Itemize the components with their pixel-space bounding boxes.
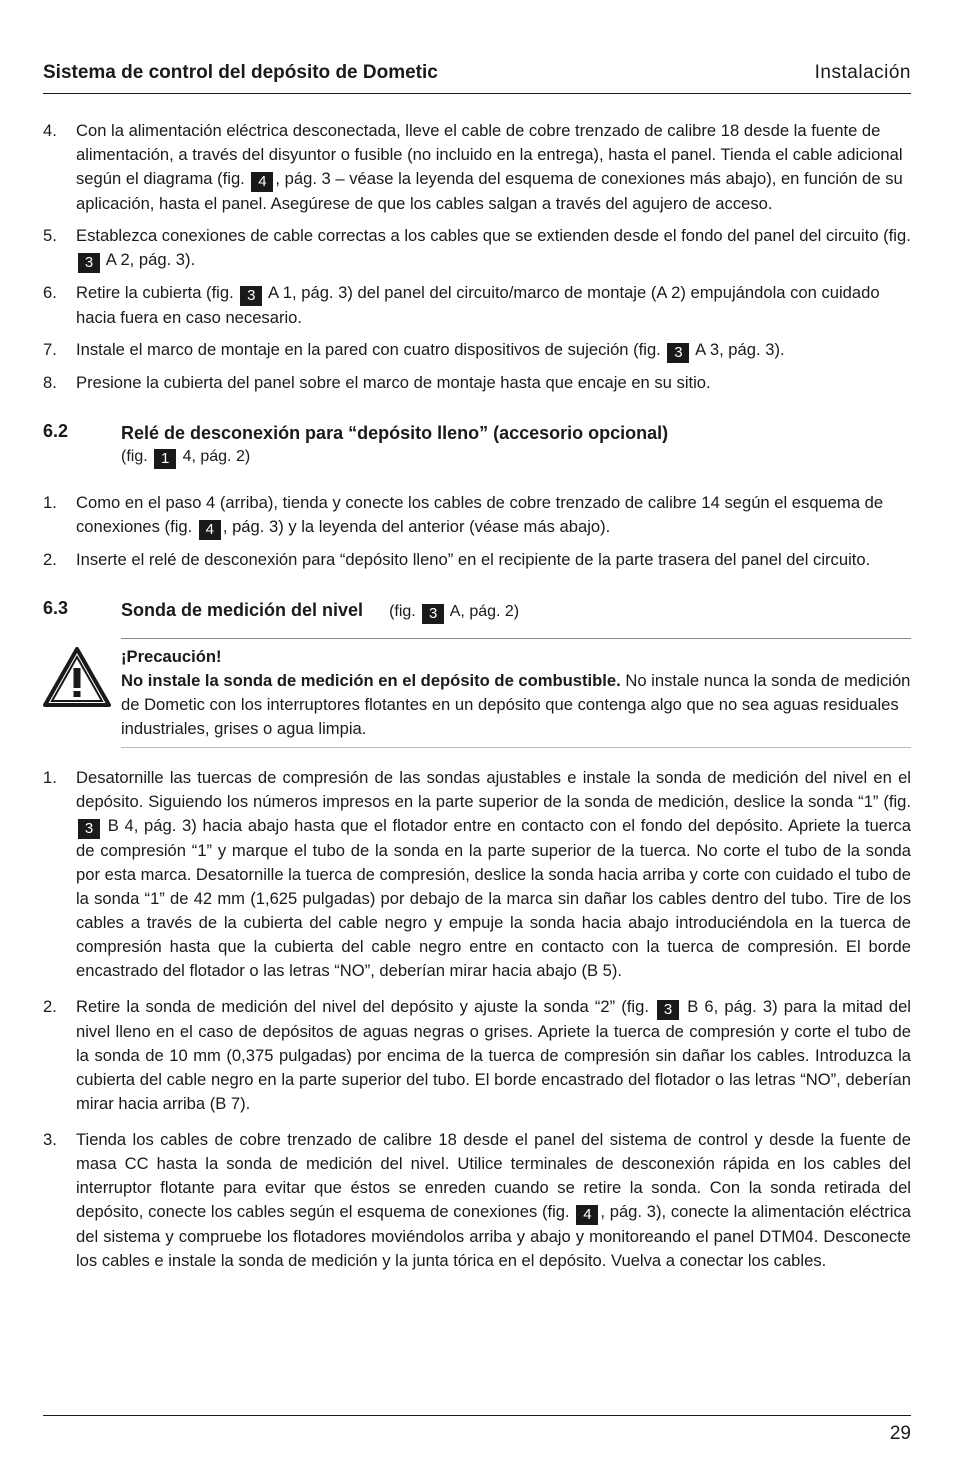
list-item: 6. Retire la cubierta (fig. 3 A 1, pág. 3) del panel del circuito/marco de montaje (A 2) empujándola con cuidado hacia fuera en caso necesario. (43, 283, 880, 327)
installation-steps-list (43, 119, 911, 395)
caution-notice (43, 638, 911, 748)
figure-ref-badge: 3 (657, 1000, 679, 1020)
section-heading-6-3 (43, 598, 911, 624)
figure-ref-badge: 4 (576, 1205, 598, 1225)
list-item: 7. Instale el marco de montaje en la pared con cuatro dispositivos de sujeción (fig. 3 A 3, pág. 3). (43, 340, 785, 361)
probe-steps-list (43, 766, 911, 1273)
list-item: 1. Desatornille las tuercas de compresión de las sondas ajustables e instale la sonda de medición del nivel en el depósito. Siguiendo los números impresos en la parte superior de la sonda de medición, deslice la sonda “1” (fig. 3 B 4, pág. 3) hacia abajo hasta que el flotador entre en contacto con el fondo del depósito. Apriete la tuerca de compresión “1” y marque el tubo de la sonda en la parte superior de la tuerca. No corte el tubo de la sonda por esta marca. Desatornille la tuerca de compresión, deslice la sonda hacia arriba y corte con cuidado el tubo de la sonda “1” de 42 mm (1,625 pulgadas) por debajo de la marca sin dañar los cables dentro del tubo. Tire de los cables a través de la cubierta del cable negro y empuje la sonda hacia abajo introduciéndola en la tuerca de compresión hasta que la cubierta del cable negro entre en contacto con la tuerca de compresión. El borde encastrado del flotador o las letras “NO”, deberían mirar hacia abajo (B 5). (43, 768, 911, 980)
section-heading-6-2 (43, 421, 911, 469)
step-number: 2. (43, 550, 57, 569)
list-item: 3. Tienda los cables de cobre trenzado de calibre 18 desde el panel del sistema de control y desde la fuente de masa CC hasta la sonda de medición del nivel. Utilice terminales de desconexión rápida en los cables del interruptor flotante para evitar que éstos se enreden cuando se retire la sonda. Con la sonda retirada del depósito, conecte los cables según el esquema de conexiones (fig. 4 , pág. 3), conecte la alimentación eléctrica del sistema y compruebe los flotadores moviéndolos arriba y abajo y monitoreando el panel DTM04. Desconecte los cables e instale la sonda de medición y la junta tórica en el depósito. Vuelva a conectar los cables. (43, 1130, 911, 1270)
section-title: Relé de desconexión para “depósito lleno” (accesorio opcional) (121, 423, 669, 443)
caution-body: No instale la sonda de medición en el depósito de combustible. No instale nunca la sonda de medición de Dometic con los interruptores flotantes en un depósito que contenga algo que no sea aguas residuales industriales, grises o agua limpia. (121, 671, 911, 738)
figure-ref-badge: 4 (199, 520, 221, 540)
section-number: 6.3 (43, 598, 69, 618)
figure-ref-badge: 3 (78, 819, 100, 839)
page-content (43, 119, 911, 1281)
step-number: 3. (43, 1130, 57, 1149)
warning-triangle-icon (43, 646, 111, 708)
page-footer (43, 1415, 911, 1444)
section-figure-ref: (fig. 3 A, pág. 2) (389, 603, 520, 622)
list-item: 4. Con la alimentación eléctrica desconectada, lleve el cable de cobre trenzado de calibre 18 desde la fuente de alimentación, a través del disyuntor o fusible (no incluido en la entrega), hasta el panel. Tienda el cable adicional según el diagrama (fig. 4 , pág. 3 – véase la leyenda del esquema de conexiones más abajo), en función de su aplicación, hasta el panel. Asegúrese de que los cables salgan a través del agujero de acceso. (43, 121, 903, 213)
step-number: 2. (43, 997, 57, 1016)
step-number: 8. (43, 373, 57, 392)
figure-ref-badge: 3 (422, 604, 444, 624)
caution-text-box (121, 638, 911, 748)
list-item: 2. Inserte el relé de desconexión para “depósito lleno” en el recipiente de la parte trasera del panel del circuito. (43, 548, 911, 572)
caution-title: ¡Precaución! (121, 647, 222, 666)
list-item: 5. Establezca conexiones de cable correctas a los cables que se extienden desde el fondo del panel del circuito (fig. 3 A 2, pág. 3). (43, 226, 911, 271)
document-title: Sistema de control del depósito de Dometic (43, 62, 438, 83)
list-item: 8. Presione la cubierta del panel sobre el marco de montaje hasta que encaje en su sitio. (43, 371, 911, 395)
step-number: 5. (43, 226, 57, 245)
step-number: 1. (43, 493, 57, 512)
step-number: 4. (43, 121, 57, 140)
page-number: 29 (889, 1423, 911, 1444)
step-number: 1. (43, 768, 57, 787)
figure-ref-badge: 3 (78, 253, 100, 273)
figure-ref-badge: 3 (240, 286, 262, 306)
section-title: Sonda de medición del nivel (121, 600, 364, 620)
section-title: Instalación (814, 62, 911, 83)
step-number: 6. (43, 283, 57, 302)
section-figure-ref: (fig. 1 4, pág. 2) (121, 448, 251, 467)
section-number: 6.2 (43, 421, 69, 441)
figure-ref-badge: 1 (154, 449, 176, 469)
page-header (43, 60, 911, 94)
list-item: 1. Como en el paso 4 (arriba), tienda y conecte los cables de cobre trenzado de calibre 14 según el esquema de conexiones (fig. 4 , pág. 3) y la leyenda del anterior (véase más abajo). (43, 493, 884, 538)
figure-ref-badge: 3 (667, 343, 689, 363)
figure-ref-badge: 4 (251, 172, 273, 192)
list-item: 2. Retire la sonda de medición del nivel del depósito y ajuste la sonda “2” (fig. 3 B 6, pág. 3) para la mitad del nivel lleno en el caso de depósitos de aguas negras o grises. Apriete la tuerca de compresión y corte el tubo de la sonda de 10 mm (0,375 pulgadas) por encima de la tuerca de compresión sin dañar los cables. Introduzca la cubierta del cable negro en la parte superior del tubo. El borde encastrado del flotador o las letras “NO”, deberían mirar hacia arriba (B 7). (43, 997, 911, 1113)
step-number: 7. (43, 340, 57, 359)
relay-steps-list (43, 491, 911, 572)
